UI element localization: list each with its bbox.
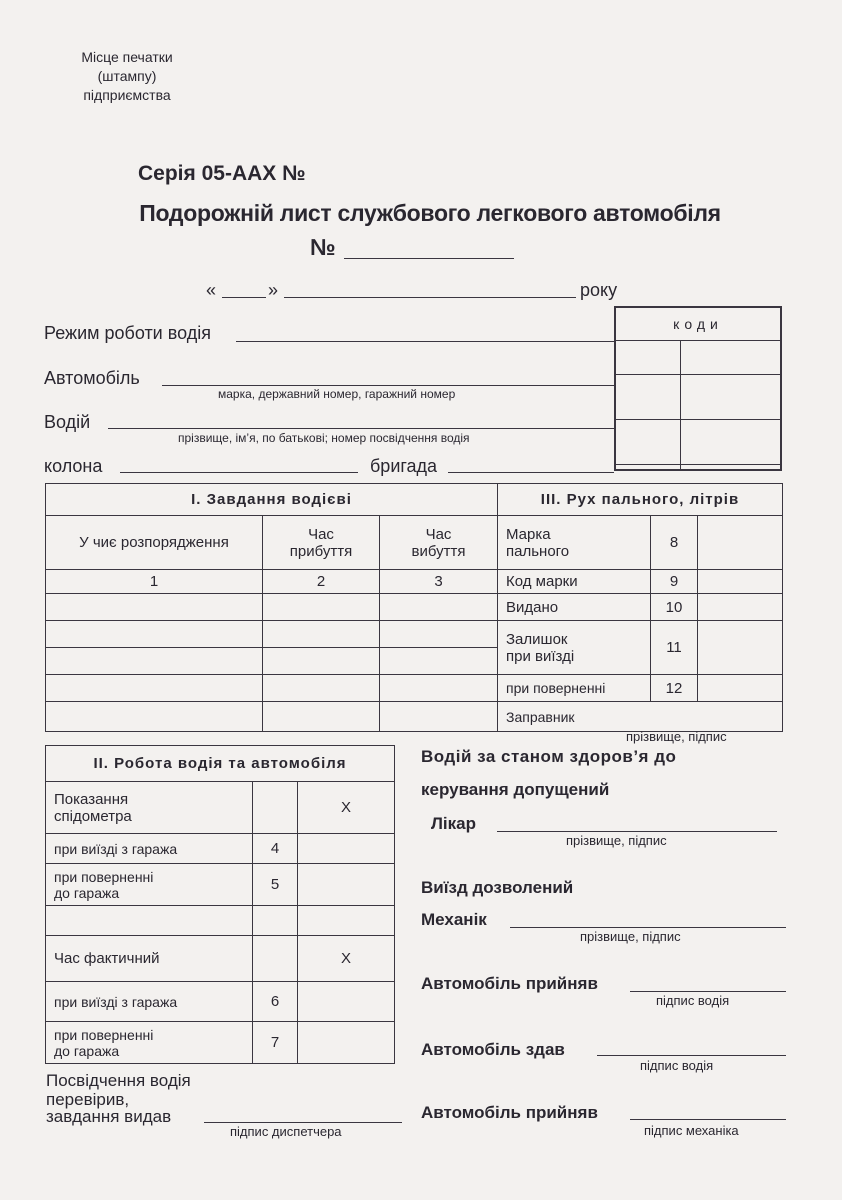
row-number-8: 8 <box>651 516 698 570</box>
fueler-caption: прізвище, підпис <box>626 729 727 744</box>
fuel-brand-label <box>498 516 651 570</box>
garage-return-label <box>46 864 253 906</box>
row-number-9: 9 <box>651 570 698 594</box>
car-label: Автомобіль <box>44 368 140 388</box>
fuel-issued-value[interactable] <box>698 594 783 621</box>
car-accepted-caption: підпис водія <box>656 993 730 1008</box>
row-number-10: 10 <box>651 594 698 621</box>
row-number-7: 7 <box>253 1022 298 1064</box>
col-arrival-line1: Час <box>308 525 334 543</box>
garage-exit-value[interactable] <box>298 834 395 864</box>
garage-exit-label: при виїзді з гаража <box>46 834 253 864</box>
code-cell[interactable] <box>616 341 780 375</box>
doctor-caption: прізвище, підпис <box>566 833 667 848</box>
car-accepted-signature-field[interactable] <box>630 991 786 992</box>
driver-field[interactable] <box>108 428 614 429</box>
mode-field[interactable] <box>236 341 614 342</box>
actual-time-x: X <box>298 936 395 982</box>
mechanic-caption: прізвище, підпис <box>580 929 681 944</box>
column-label: колона <box>44 456 103 476</box>
section-1-title: І. Завдання водієві <box>46 484 498 516</box>
row-number-12: 12 <box>651 675 698 702</box>
time-return-value[interactable] <box>298 1022 395 1064</box>
code-cell[interactable] <box>616 375 780 420</box>
codes-title: коди <box>616 308 780 341</box>
table-cell[interactable] <box>380 675 498 702</box>
code-cell[interactable] <box>616 420 780 465</box>
fuel-issued-label: Видано <box>498 594 651 621</box>
table-cell <box>46 906 253 936</box>
col-number-2: 2 <box>263 570 380 594</box>
table-cell[interactable] <box>380 621 498 648</box>
dispatcher-signature-field[interactable] <box>204 1122 402 1123</box>
section-2-title: ІІ. Робота водія та автомобіля <box>46 746 395 782</box>
car-handed-caption: підпис водія <box>640 1058 714 1073</box>
exit-allowed-label: Виїзд дозволений <box>421 878 574 897</box>
health-line-1: Водій за станом здоров’я до <box>421 747 677 766</box>
date-day-field[interactable] <box>222 297 266 298</box>
car-accepted-mechanic-signature-field[interactable] <box>630 1119 786 1120</box>
fuel-return-value[interactable] <box>698 675 783 702</box>
codes-box <box>614 306 782 471</box>
speedometer-line1: Показання <box>54 790 129 808</box>
fuel-remaining-value[interactable] <box>698 621 783 675</box>
car-accepted-mechanic-label: Автомобіль прийняв <box>421 1103 598 1122</box>
col-arrival-header <box>263 516 380 570</box>
col-number-1: 1 <box>46 570 263 594</box>
table-cell[interactable] <box>263 621 380 648</box>
section-1-table <box>45 483 498 732</box>
table-cell[interactable] <box>298 906 395 936</box>
section-3-title: ІІІ. Рух пального, літрів <box>498 484 783 516</box>
mode-label: Режим роботи водія <box>44 323 211 343</box>
series-number: Серія 05-ААХ № <box>138 162 306 185</box>
page-title: Подорожній лист службового легкового автомобіля <box>139 200 721 226</box>
fueler-label: Заправник <box>498 702 783 732</box>
table-cell[interactable] <box>380 594 498 621</box>
fuel-code-label: Код марки <box>498 570 651 594</box>
license-checked-line-1: Посвідчення водія <box>46 1071 191 1090</box>
doc-number-label: № <box>310 234 336 260</box>
car-accepted-mechanic-caption: підпис механіка <box>644 1123 739 1138</box>
time-return-line1: при поверненні <box>54 1026 154 1043</box>
row-number-11: 11 <box>651 621 698 675</box>
fuel-brand-line1: Марка <box>506 525 551 543</box>
driver-label: Водій <box>44 412 91 432</box>
speedometer-line2: спідометра <box>54 807 132 825</box>
speedometer-x: X <box>298 782 395 834</box>
fuel-code-value[interactable] <box>698 570 783 594</box>
fuel-remaining-line2: при виїзді <box>506 647 575 665</box>
actual-time-label: Час фактичний <box>46 936 253 982</box>
brigade-field[interactable] <box>448 472 614 473</box>
date-year-label: року <box>580 280 618 300</box>
date-month-field[interactable] <box>284 297 576 298</box>
table-cell[interactable] <box>263 594 380 621</box>
col-departure-line2: вибуття <box>411 542 466 560</box>
dispatcher-caption: підпис диспетчера <box>230 1124 342 1139</box>
brigade-label: бригада <box>370 456 438 476</box>
stamp-line-1: Місце печатки <box>81 49 173 65</box>
stamp-place <box>62 48 192 105</box>
garage-return-value[interactable] <box>298 864 395 906</box>
section-3-table <box>497 483 783 732</box>
car-handed-label: Автомобіль здав <box>421 1040 565 1059</box>
doc-number-field[interactable] <box>344 258 514 259</box>
fuel-remaining-line1: Залишок <box>506 630 568 648</box>
row-number-4: 4 <box>253 834 298 864</box>
car-field[interactable] <box>162 385 614 386</box>
fuel-brand-line2: пального <box>506 542 570 560</box>
col-disposal-header: У чиє розпорядження <box>46 516 263 570</box>
table-cell[interactable] <box>380 648 498 675</box>
table-cell[interactable] <box>46 702 263 732</box>
car-handed-signature-field[interactable] <box>597 1055 786 1056</box>
col-departure-header <box>380 516 498 570</box>
mechanic-signature-field[interactable] <box>510 927 786 928</box>
license-checked-line-2: перевірив, <box>46 1090 130 1109</box>
stamp-line-3: підприємства <box>83 87 171 103</box>
table-cell[interactable] <box>263 702 380 732</box>
fuel-remaining-label <box>498 621 651 675</box>
time-return-label <box>46 1022 253 1064</box>
table-cell[interactable] <box>46 594 263 621</box>
doctor-label: Лікар <box>431 814 476 833</box>
garage-return-line1: при поверненні <box>54 868 154 885</box>
date-open-quote: « <box>206 280 217 300</box>
health-line-2: керування допущений <box>421 780 610 799</box>
table-cell <box>253 782 298 834</box>
stamp-line-2: (штампу) <box>97 68 157 84</box>
time-exit-value[interactable] <box>298 982 395 1022</box>
row-number-6: 6 <box>253 982 298 1022</box>
col-arrival-line2: прибуття <box>289 542 353 560</box>
row-number-5: 5 <box>253 864 298 906</box>
col-number-3: 3 <box>380 570 498 594</box>
speedometer-label <box>46 782 253 834</box>
section-2-table <box>45 745 395 1064</box>
mechanic-label: Механік <box>421 910 487 929</box>
table-cell <box>253 906 298 936</box>
time-exit-label: при виїзді з гаража <box>46 982 253 1022</box>
column-field[interactable] <box>120 472 358 473</box>
table-cell <box>253 936 298 982</box>
date-close-quote: » <box>268 280 279 300</box>
car-caption: марка, державний номер, гаражний номер <box>218 387 456 401</box>
garage-return-line2: до гаража <box>54 884 120 901</box>
doctor-signature-field[interactable] <box>497 831 777 832</box>
table-cell[interactable] <box>263 675 380 702</box>
fuel-return-label: при поверненні <box>498 675 651 702</box>
fuel-brand-value[interactable] <box>698 516 783 570</box>
table-cell[interactable] <box>380 702 498 732</box>
table-cell[interactable] <box>263 648 380 675</box>
driver-caption: прізвище, ім’я, по батькові; номер посвідчення водія <box>178 431 470 445</box>
car-accepted-label: Автомобіль прийняв <box>421 974 598 993</box>
col-departure-line1: Час <box>425 525 452 543</box>
table-cell[interactable] <box>46 675 263 702</box>
time-return-line2: до гаража <box>54 1042 120 1059</box>
task-issued-label: завдання видав <box>46 1107 172 1126</box>
table-cell[interactable] <box>46 648 263 675</box>
table-cell[interactable] <box>46 621 263 648</box>
